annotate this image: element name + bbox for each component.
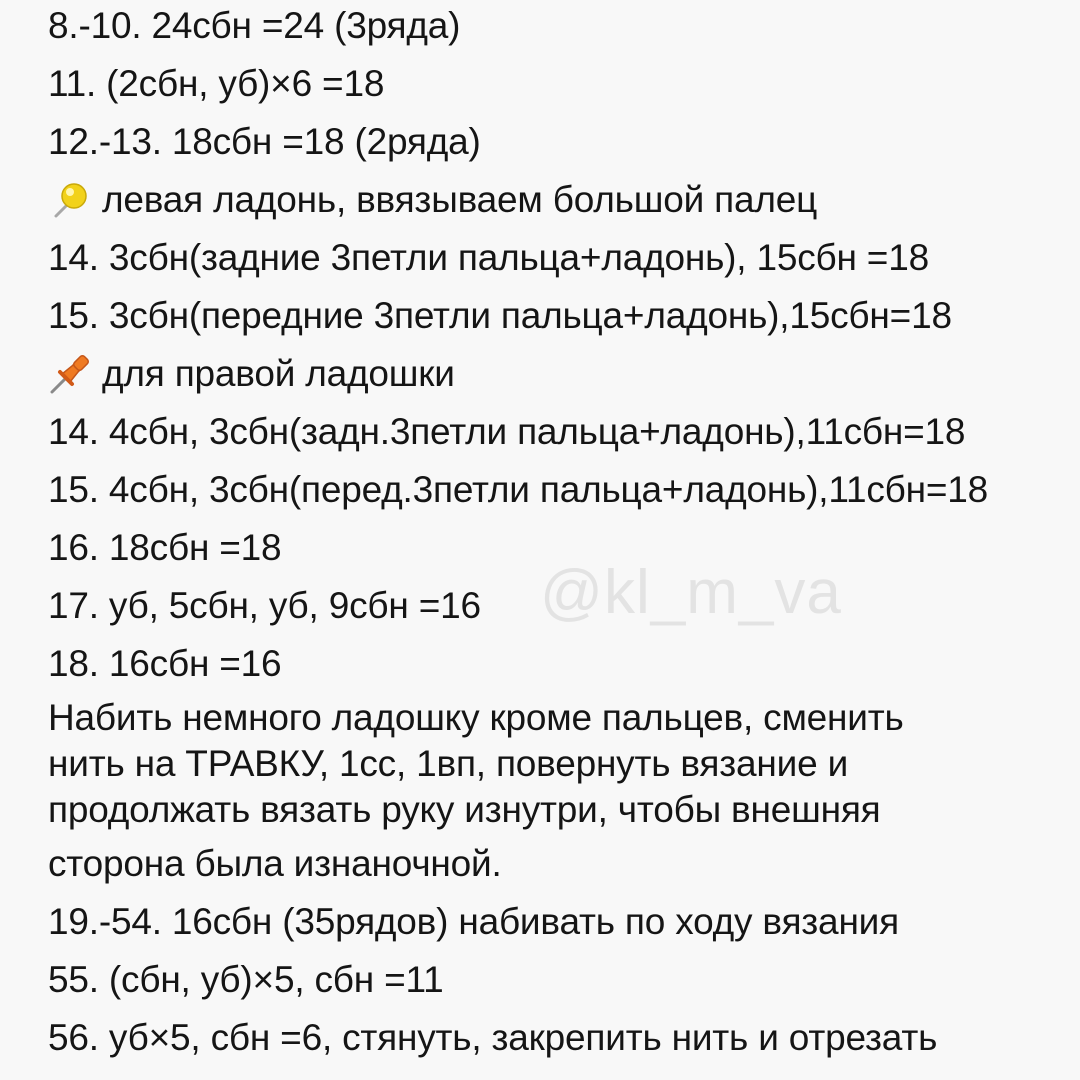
- pattern-row: 19.-54. 16сбн (35рядов) набивать по ходу вязания: [48, 901, 899, 942]
- watermark: @kl_m_va: [540, 558, 842, 627]
- pattern-row: 15. 3сбн(передние 3петли пальца+ладонь),15сбн=18: [48, 295, 952, 336]
- instruction-paragraph-line: Набить немного ладошку кроме пальцев, сменить: [48, 697, 904, 738]
- instruction-paragraph-line: нить на ТРАВКУ, 1сс, 1вп, повернуть вязание и: [48, 743, 849, 784]
- pattern-row: 8.-10. 24сбн =24 (3ряда): [48, 5, 461, 46]
- pattern-row: 15. 4сбн, 3сбн(перед.3петли пальца+ладонь),11сбн=18: [48, 469, 989, 510]
- section-heading-right-palm: [48, 352, 455, 396]
- section-heading-label: левая ладонь, ввязываем большой палец: [102, 179, 818, 220]
- pattern-row: 18. 16сбн =16: [48, 643, 282, 684]
- pattern-row: 16. 18сбн =18: [48, 527, 282, 568]
- pattern-row: 11. (2сбн, уб)×6 =18: [48, 63, 385, 104]
- pattern-row: 12.-13. 18сбн =18 (2ряда): [48, 121, 481, 162]
- pattern-row: 55. (сбн, уб)×5, сбн =11: [48, 959, 444, 1000]
- round-pushpin-icon: [48, 178, 92, 222]
- pattern-row: 56. уб×5, сбн =6, стянуть, закрепить нить и отрезать: [48, 1017, 938, 1058]
- pushpin-icon: [48, 352, 92, 396]
- pattern-row: 14. 4сбн, 3сбн(задн.3петли пальца+ладонь),11сбн=18: [48, 411, 966, 452]
- pattern-row: 17. уб, 5сбн, уб, 9сбн =16: [48, 585, 481, 626]
- section-heading-left-palm: [48, 178, 817, 222]
- section-heading-label: для правой ладошки: [102, 353, 455, 394]
- instruction-paragraph-line: продолжать вязать руку изнутри, чтобы внешняя: [48, 789, 881, 830]
- pattern-row: 14. 3сбн(задние 3петли пальца+ладонь), 15сбн =18: [48, 237, 929, 278]
- instruction-paragraph-line: сторона была изнаночной.: [48, 843, 502, 884]
